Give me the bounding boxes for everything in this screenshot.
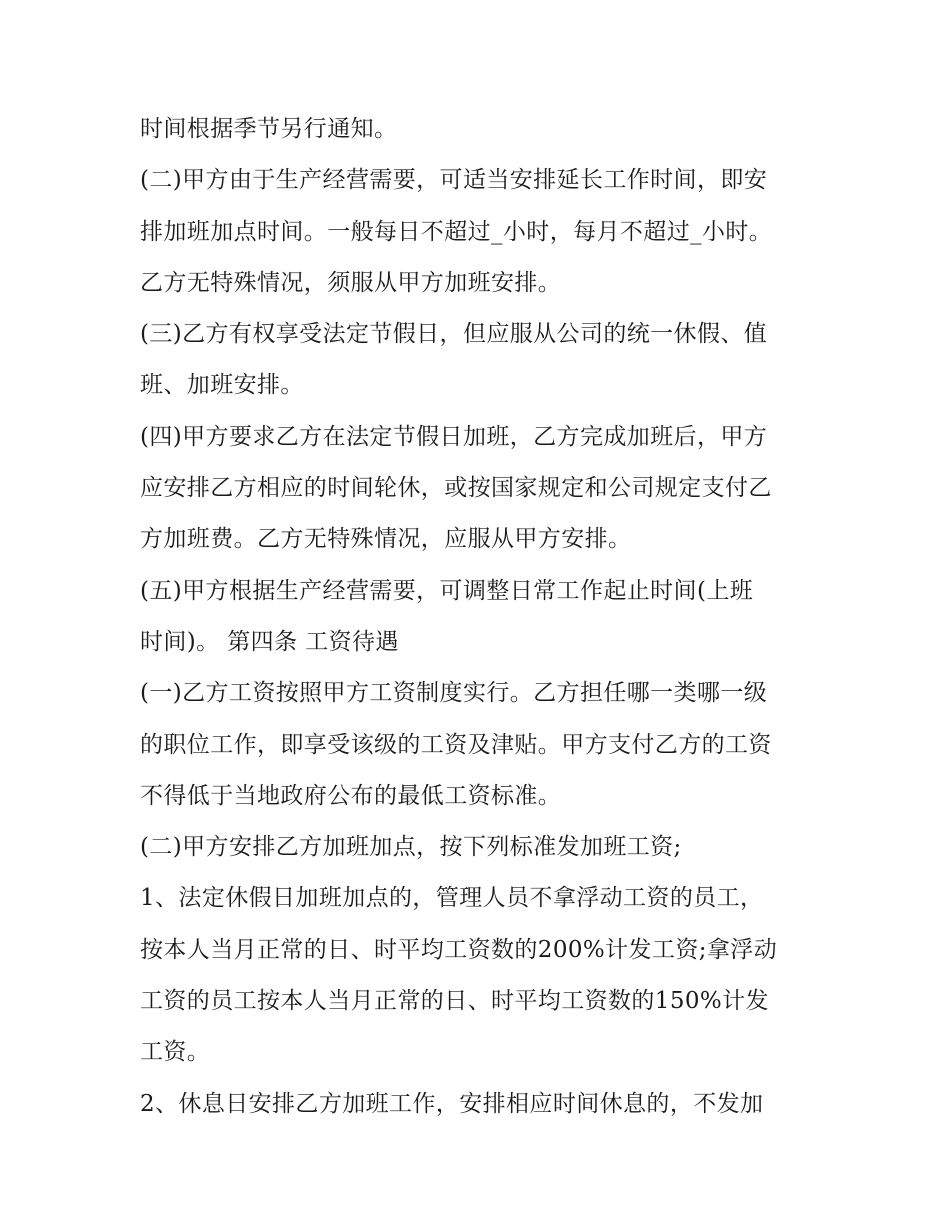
text-line: 排加班加点时间。一般每日不超过_小时，每月不超过_小时。 bbox=[140, 218, 773, 245]
text-line: (三)乙方有权享受法定节假日，但应服从公司的统一休假、值 bbox=[140, 321, 768, 348]
text-line: 的职位工作，即享受该级的工资及津贴。甲方支付乙方的工资 bbox=[140, 731, 772, 758]
text-line: 时间根据季节另行通知。 bbox=[140, 116, 398, 142]
text-line: 2、休息日安排乙方加班工作，安排相应时间休息的，不发加 bbox=[140, 1090, 764, 1117]
text-line: 时间)。 第四条 工资待遇 bbox=[140, 628, 399, 655]
text-line: 班、加班安排。 bbox=[140, 372, 304, 399]
text-line: 不得低于当地政府公布的最低工资标准。 bbox=[140, 782, 562, 809]
text-line: 应安排乙方相应的时间轮休，或按国家规定和公司规定支付乙 bbox=[140, 475, 772, 502]
text-line: 乙方无特殊情况，须服从甲方加班安排。 bbox=[140, 269, 562, 296]
text-line: 按本人当月正常的日、时平均工资数的200%计发工资;拿浮动 bbox=[140, 936, 778, 963]
text-line: 工资的员工按本人当月正常的日、时平均工资数的150%计发 bbox=[140, 988, 769, 1015]
document-body bbox=[140, 104, 820, 1130]
text-line: (五)甲方根据生产经营需要，可调整日常工作起止时间(上班 bbox=[140, 577, 754, 604]
text-line: (四)甲方要求乙方在法定节假日加班，乙方完成加班后，甲方 bbox=[140, 423, 768, 450]
text-line: 工资。 bbox=[140, 1039, 211, 1066]
text-line: (二)甲方安排乙方加班加点，按下列标准发加班工资; bbox=[140, 834, 682, 861]
text-line: (一)乙方工资按照甲方工资制度实行。乙方担任哪一类哪一级 bbox=[140, 680, 768, 707]
text-line: 方加班费。乙方无特殊情况，应服从甲方安排。 bbox=[140, 526, 632, 553]
text-line: (二)甲方由于生产经营需要，可适当安排延长工作时间，即安 bbox=[140, 167, 768, 194]
text-line: 1、法定休假日加班加点的，管理人员不拿浮动工资的员工， bbox=[140, 885, 764, 912]
